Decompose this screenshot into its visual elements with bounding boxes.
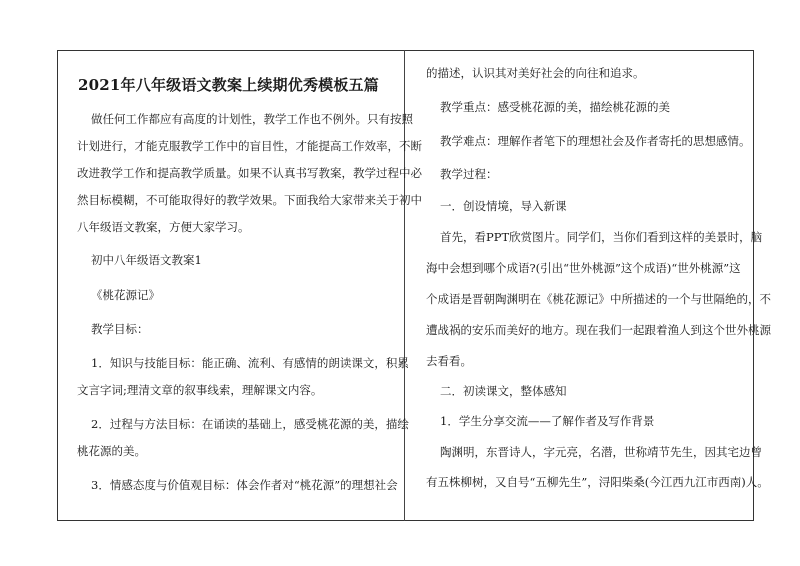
section-heading: 初中八年级语文教案1 [91, 253, 202, 267]
paragraph-line: 遭战祸的安乐而美好的地方。现在我们一起跟着渔人到这个世外桃源 [426, 323, 771, 337]
paragraph-line: 做任何工作都应有高度的计划性，教学工作也不例外。只有按照 [91, 112, 413, 126]
document-title: 2021年八年级语文教案上续期优秀模板五篇 [78, 76, 379, 94]
paragraph-line: 的描述，认识其对美好社会的向往和追求。 [426, 66, 645, 80]
paragraph-line: 有五株柳树，又自号“五柳先生”，浔阳柴桑(今江西九江市西南)人。 [426, 475, 769, 489]
lesson-title: 《桃花源记》 [91, 288, 160, 302]
paragraph-line: 八年级语文教案，方便大家学习。 [77, 220, 250, 234]
paragraph-line: 然目标模糊，不可能取得好的教学效果。下面我给大家带来关于初中 [77, 193, 422, 207]
paragraph-line: 去看看。 [426, 354, 472, 368]
paragraph-line: 计划进行，才能克服教学工作中的盲目性，才能提高工作效率，不断 [77, 139, 422, 153]
paragraph-line: 桃花源的美。 [77, 444, 146, 458]
section-heading: 教学目标： [91, 322, 149, 336]
paragraph-line: 1．学生分享交流——了解作者及写作背景 [440, 414, 655, 428]
paragraph-line: 文言字词;理清文章的叙事线索，理解课文内容。 [77, 383, 323, 397]
paragraph-line: 2．过程与方法目标：在诵读的基础上，感受桃花源的美，描绘 [91, 417, 409, 431]
paragraph-line: 陶渊明，东晋诗人，字元亮，名潜，世称靖节先生，因其宅边曾 [440, 445, 762, 459]
paragraph-line: 教学难点：理解作者笔下的理想社会及作者寄托的思想感情。 [440, 134, 751, 148]
section-heading: 二．初读课文，整体感知 [440, 384, 567, 398]
paragraph-line: 1．知识与技能目标：能正确、流利、有感情的朗读课文，积累 [91, 356, 409, 370]
paragraph-line: 海中会想到哪个成语?(引出“世外桃源”这个成语)“世外桃源”这 [426, 261, 741, 275]
paragraph-line: 3．情感态度与价值观目标：体会作者对“桃花源”的理想社会 [91, 478, 398, 492]
paragraph-line: 个成语是晋朝陶渊明在《桃花源记》中所描述的一个与世隔绝的，不 [426, 292, 771, 306]
section-heading: 教学过程： [440, 167, 498, 181]
paragraph-line: 首先，看PPT欣赏图片。同学们，当你们看到这样的美景时，脑 [440, 230, 763, 244]
section-heading: 一．创设情境，导入新课 [440, 199, 567, 213]
paragraph-line: 改进教学工作和提高教学质量。如果不认真书写教案，教学过程中必 [77, 166, 422, 180]
paragraph-line: 教学重点：感受桃花源的美，描绘桃花源的美 [440, 100, 670, 114]
